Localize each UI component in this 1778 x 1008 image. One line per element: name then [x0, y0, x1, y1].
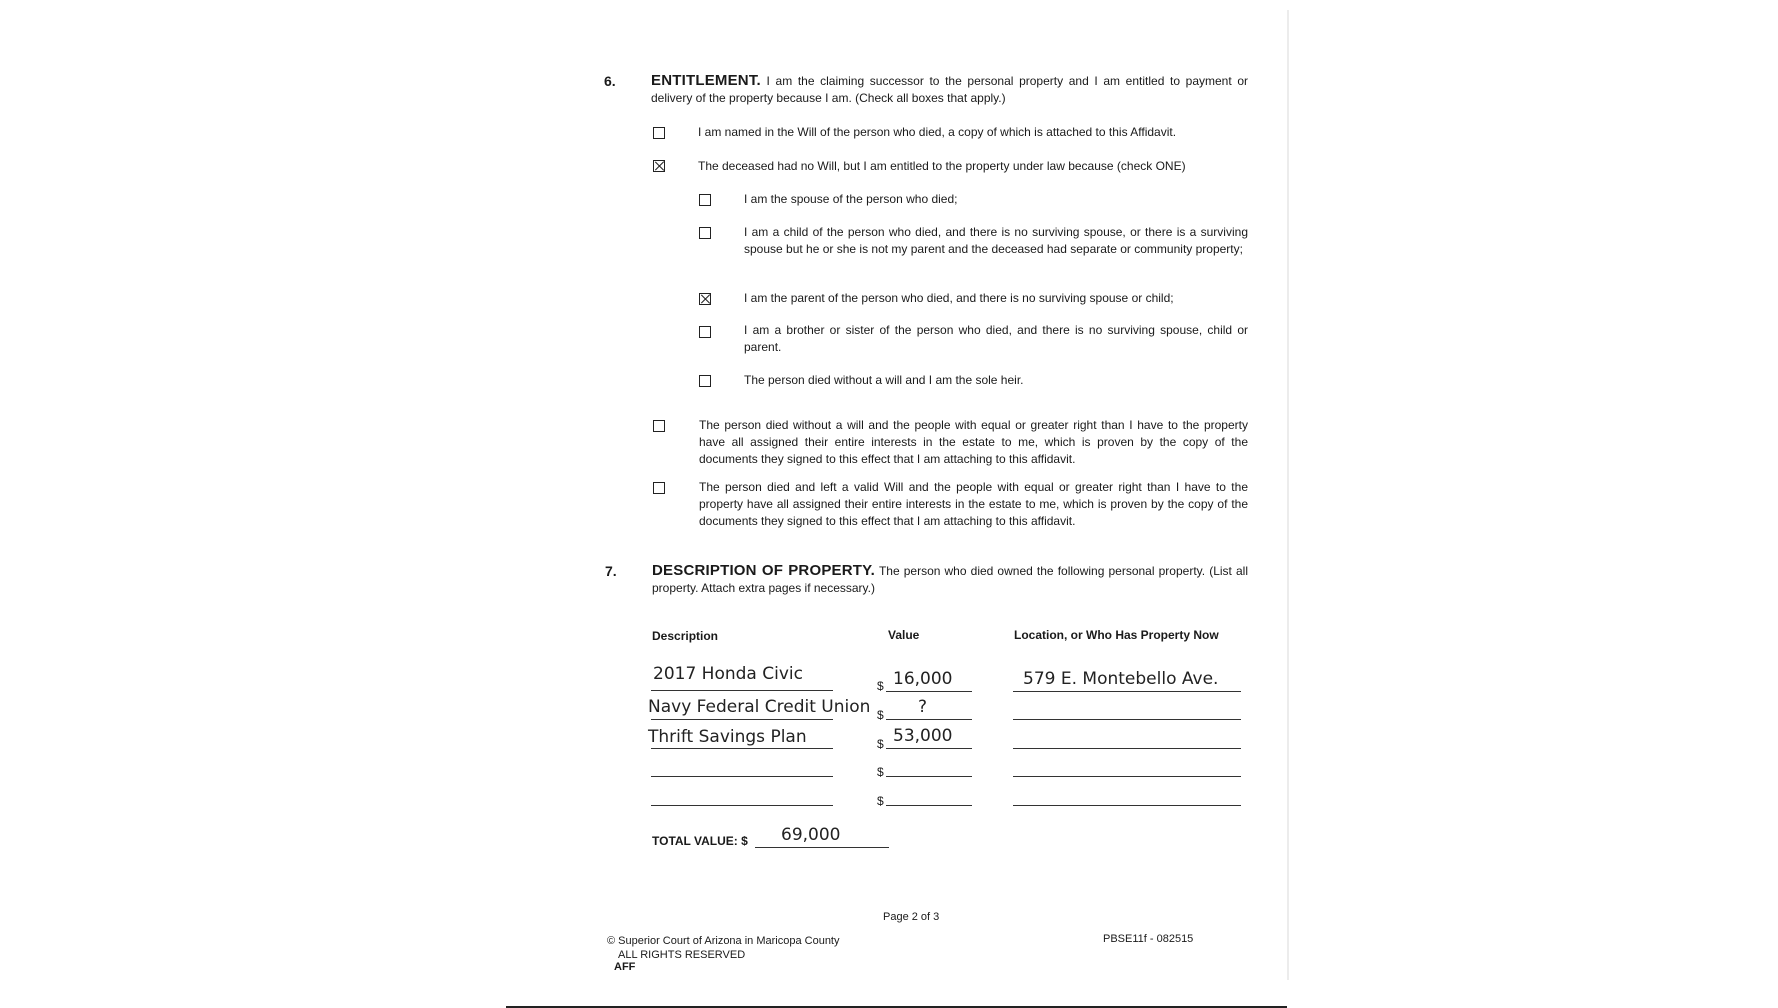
option-child: I am a child of the person who died, and there is no surviving spouse, or there is a surviving spouse but he or she is not my parent and the deceased had separate or community property; [744, 225, 1248, 256]
total-value-line [755, 847, 889, 848]
description-line-3 [651, 748, 833, 749]
section-6-number: 6. [604, 73, 616, 89]
checkbox-sibling[interactable] [699, 326, 711, 338]
column-header-location: Location, or Who Has Property Now [1014, 628, 1219, 642]
value-line-2 [886, 719, 972, 720]
location-line-3 [1013, 748, 1241, 749]
property-value-3[interactable]: 53,000 [893, 726, 953, 746]
copyright-notice: © Superior Court of Arizona in Maricopa County [607, 935, 840, 947]
option-assigned-no-will: The person died without a will and the people with equal or greater right than I have to the property have all assigned their entire interests in the estate to me, which is proven by the copy of the documents they signed to this effect that I am attaching to this affidavit. [699, 418, 1248, 466]
location-line-4 [1013, 776, 1241, 777]
value-line-3 [886, 748, 972, 749]
section-6-intro [651, 72, 1248, 107]
location-line-5 [1013, 805, 1241, 806]
location-line-2 [1013, 719, 1241, 720]
property-description-1[interactable]: 2017 Honda Civic [653, 664, 803, 684]
option-no-will: The deceased had no Will, but I am entitled to the property under law because (check ONE) [698, 159, 1186, 173]
checkbox-sole-heir[interactable] [699, 375, 711, 387]
currency-symbol-5: $ [877, 794, 884, 808]
description-line-4 [651, 776, 833, 777]
checkbox-assigned-will[interactable] [653, 482, 665, 494]
currency-symbol-3: $ [877, 737, 884, 751]
description-line-2 [651, 719, 833, 720]
checkbox-parent[interactable] [699, 293, 711, 305]
option-parent: I am the parent of the person who died, and there is no surviving spouse or child; [744, 291, 1174, 305]
section-6-heading: ENTITLEMENT. [651, 72, 761, 89]
total-value[interactable]: 69,000 [781, 825, 841, 845]
currency-symbol-1: $ [877, 679, 884, 693]
section-7-intro [652, 562, 1248, 597]
section-6-intro-text: I am the claiming successor to the personal property and I am entitled to payment or delivery of the property because I am. (Check all boxes that apply.) [651, 74, 1248, 105]
checkbox-spouse[interactable] [699, 194, 711, 206]
property-location-1[interactable]: 579 E. Montebello Ave. [1023, 669, 1219, 689]
column-header-description: Description [652, 629, 719, 643]
property-description-2[interactable]: Navy Federal Credit Union [648, 697, 871, 717]
column-header-value: Value [888, 628, 920, 642]
total-value-label: TOTAL VALUE: $ [652, 834, 748, 848]
section-7-intro-text: The person who died owned the following personal property. (List all property. Attach extra pages if necessary.) [652, 564, 1248, 595]
checkbox-child[interactable] [699, 227, 711, 239]
description-line-5 [651, 805, 833, 806]
currency-symbol-2: $ [877, 708, 884, 722]
currency-symbol-4: $ [877, 765, 884, 779]
location-line-1 [1013, 691, 1241, 692]
description-line-1 [651, 690, 833, 691]
option-sibling: I am a brother or sister of the person who died, and there is no surviving spouse, child or parent. [744, 323, 1248, 354]
page-number: Page 2 of 3 [883, 911, 940, 923]
value-line-4 [886, 776, 972, 777]
page-edge [1287, 10, 1289, 980]
property-value-2[interactable]: ? [918, 697, 928, 717]
option-spouse: I am the spouse of the person who died; [744, 192, 958, 206]
option-assigned-will: The person died and left a valid Will and the people with equal or greater right than I have to the property have all assigned their entire interests in the estate to me, which is proven by the copy of the documents they signed to this effect that I am attaching to this affidavit. [699, 480, 1248, 528]
option-sole-heir: The person died without a will and I am the sole heir. [744, 373, 1024, 387]
checkbox-no-will[interactable] [653, 160, 665, 172]
form-id: PBSE11f - 082515 [1103, 933, 1194, 945]
section-7-heading: DESCRIPTION OF PROPERTY. [652, 562, 876, 579]
value-line-1 [886, 691, 972, 692]
property-value-1[interactable]: 16,000 [893, 669, 953, 689]
section-7-number: 7. [605, 563, 617, 579]
value-line-5 [886, 805, 972, 806]
checkbox-named-in-will[interactable] [653, 127, 665, 139]
form-code: AFF [614, 961, 636, 973]
property-description-3[interactable]: Thrift Savings Plan [648, 727, 807, 747]
rights-reserved: ALL RIGHTS RESERVED [618, 949, 746, 961]
checkbox-assigned-no-will[interactable] [653, 420, 665, 432]
option-named-in-will: I am named in the Will of the person who died, a copy of which is attached to this Affidavit. [698, 125, 1177, 139]
